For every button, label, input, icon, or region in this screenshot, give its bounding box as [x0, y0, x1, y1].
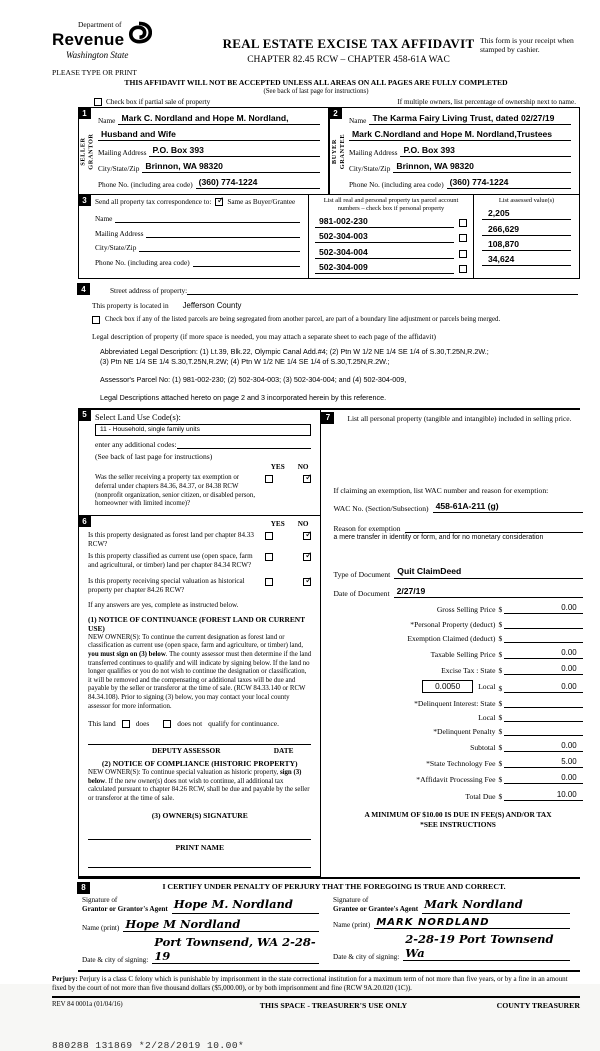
buyer-phone-field[interactable]: (360) 774-1224 — [447, 178, 571, 189]
current-use-yes-checkbox[interactable] — [265, 553, 273, 561]
buyer-name-label: Name — [349, 116, 367, 126]
historic-question: Is this property receiving special valuation as historical property per chapter 84.26 RCW? — [88, 576, 245, 594]
personal-property-deduct-field[interactable] — [504, 620, 582, 629]
does-label: does — [135, 719, 150, 729]
does-not-checkbox[interactable] — [163, 720, 171, 728]
parcel-row — [315, 216, 467, 228]
tax-exemption-question: Was the seller receiving a property tax exemption or deferral under chapters 84.36, 84.37, or 84.38 RCW (nonprofit organization, senior citizen, or disabled person, homeowner with limited income)? — [95, 473, 256, 508]
forest-yes-checkbox[interactable] — [265, 532, 273, 540]
seller-side-label: SELLER GRANTOR — [79, 132, 95, 170]
this-land-label: This land — [88, 719, 116, 729]
corr-city-field[interactable] — [139, 242, 300, 252]
perjury-notice: Perjury: Perjury is a class C felony which is punishable by imprisonment in the state correctional institution for a maximum term of not more than five years, or by a fine in an amount fixed by the court of not more than five thousand dollars ($5,000.00), or by both imprisonment and fine (RCW 9A.20.020 (1C)). — [52, 975, 580, 999]
see-back-note-2: (See back of last page for instructions) — [95, 451, 213, 461]
grantor-print-label: Name (print) — [82, 923, 120, 932]
compliance-title: (2) NOTICE OF COMPLIANCE (HISTORIC PROPERTY) — [101, 759, 298, 769]
buyer-mailing-label: Mailing Address — [349, 148, 398, 158]
current-use-question: Is this property classified as current use (open space, farm and agricultural, or timber) land per chapter 84.34 RCW? — [88, 552, 253, 570]
segregated-checkbox[interactable] — [92, 316, 100, 324]
buyer-mailing-field[interactable]: P.O. Box 393 — [400, 146, 571, 157]
seller-name-field-2[interactable]: Husband and Wife — [98, 130, 320, 141]
section-4-number: 4 — [77, 283, 90, 295]
same-as-buyer-checkbox[interactable] — [215, 198, 223, 206]
taxable-selling-price-field[interactable]: 0.00 — [504, 648, 582, 659]
abbreviated-legal-description: Abbreviated Legal Description: (1) Lt.39, Blk.22, Olympic Canal Add.#4; (2) Ptn W 1/2 NE 1/4 SE 1/4 of S.30,T.25N,R.2W.; (3) Ptn NE 1/4 SE 1/4 S.30,T.25N,R.2W; (4) Ptn W 1/2 NE 1/4 SE 1/4 of S.30,T.25N,R.2W.; — [100, 347, 489, 366]
personal-property-label: List all personal property (tangible and intangible) included in selling price. — [347, 413, 572, 423]
additional-codes-label: enter any additional codes: — [95, 439, 177, 449]
acceptance-warning: THIS AFFIDAVIT WILL NOT BE ACCEPTED UNLESS ALL AREAS ON ALL PAGES ARE FULLY COMPLETED — [124, 78, 508, 87]
forest-land-question: Is this property designated as forest land per chapter 84.33 RCW? — [88, 531, 254, 549]
parcel-personal-checkbox[interactable] — [459, 250, 467, 258]
subtotal-label: Subtotal — [470, 743, 496, 753]
total-due-label: Total Due — [465, 791, 496, 801]
type-of-document-field[interactable]: Quit ClaimDeed — [394, 567, 582, 578]
affidavit-processing-fee-label: *Affidavit Processing Fee — [416, 775, 496, 785]
dor-logo — [52, 20, 217, 77]
county-value: Jefferson County — [182, 301, 242, 311]
parcel-row — [315, 262, 467, 274]
grantor-signature-label: Signature of Grantor or Grantor's Agent — [82, 896, 168, 913]
parcel-number[interactable]: 502-304-004 — [315, 247, 454, 259]
corr-mailing-field[interactable] — [146, 228, 300, 238]
personal-property-blank-area[interactable] — [333, 424, 582, 482]
buyer-phone-label: Phone No. (including area code) — [349, 180, 444, 190]
corr-name-field[interactable] — [115, 213, 300, 223]
county-treasurer-label: COUNTY TREASURER — [496, 1001, 580, 1011]
please-type-or-print: PLEASE TYPE OR PRINT — [52, 68, 137, 77]
no-header: NO — [297, 520, 309, 529]
taxable-selling-price-label: Taxable Selling Price — [430, 649, 496, 659]
buyer-name-field[interactable]: The Karma Fairy Living Trust, dated 02/27/19 — [369, 114, 571, 125]
treasurer-space-label: THIS SPACE - TREASURER'S USE ONLY — [259, 1001, 408, 1011]
street-address-label: Street address of property: — [110, 286, 188, 296]
type-of-document-label: Type of Document — [333, 569, 391, 579]
delinquent-interest-local-field[interactable] — [504, 713, 582, 722]
seller-mailing-field[interactable]: P.O. Box 393 — [149, 146, 320, 157]
qualify-label: qualify for continuance. — [208, 719, 279, 729]
legal-description-label: Legal description of property (if more space is needed, you may attach a separate sheet to each page of the affidavit) — [92, 332, 436, 342]
assessed-value[interactable]: 266,629 — [482, 224, 571, 236]
exemption-claimed-field[interactable] — [504, 634, 582, 643]
yes-header: YES — [270, 520, 285, 529]
exemption-instruction: If claiming an exemption, list WAC number and reason for exemption: — [333, 485, 549, 495]
section-2-number: 2 — [329, 107, 342, 119]
assessed-values — [474, 195, 579, 278]
exemption-claimed-label: Exemption Claimed (deduct) — [407, 633, 496, 643]
gross-selling-price-label: Gross Selling Price — [436, 605, 496, 615]
seller-mailing-label: Mailing Address — [98, 148, 147, 158]
additional-codes-field[interactable] — [177, 441, 312, 449]
certification-section — [78, 877, 580, 972]
corr-phone-field[interactable] — [193, 257, 300, 267]
parcel-personal-checkbox[interactable] — [459, 234, 467, 242]
dollar-sign: $ — [498, 605, 503, 615]
form-title: REAL ESTATE EXCISE TAX AFFIDAVIT — [222, 36, 475, 51]
assessed-header: List assessed value(s) — [498, 197, 555, 205]
seller-phone-label: Phone No. (including area code) — [98, 180, 193, 190]
state-technology-fee-label: *State Technology Fee — [426, 759, 496, 769]
wac-label: WAC No. (Section/Subsection) — [333, 504, 429, 514]
continuance-text: NEW OWNER(S): To continue the current designation as forest land or classification as current use (open space, farm and agriculture, or timber) land, you must sign on (3) below. The county assessor must then determine if the land transferred continues to qualify and will indicate by signing below. If the land no longer qualifies or you do not wish to continue the designation or classification, it will be removed and the compensating or additional taxes will be due and payable by the seller or transferor at the time of sale. (RCW 84.33.140 or RCW 84.34.108). Prior to signing (3) below, you may contact your local county assessor for more information. — [88, 633, 312, 710]
total-due-field[interactable]: 10.00 — [504, 790, 582, 801]
parcel-list — [309, 195, 474, 278]
correspondence-label: Send all property tax correspondence to: — [95, 198, 212, 207]
grantor-signature-block — [78, 893, 329, 964]
grantor-date-label: Date & city of signing: — [82, 955, 149, 964]
seller-name-field[interactable]: Mark C. Nordland and Hope M. Nordland, — [118, 114, 320, 125]
correspondence-section — [79, 195, 309, 278]
grantor-date-field[interactable]: Port Townsend, WA 2-28-19 — [152, 935, 319, 964]
owners-signature-heading: (3) OWNER(S) SIGNATURE — [151, 810, 248, 820]
parcel-list-header: List all real and personal property tax parcel account numbers – check box if personal property — [323, 197, 459, 212]
continuance-title: (1) NOTICE OF CONTINUANCE (FOREST LAND OR CURRENT USE) — [88, 614, 305, 633]
corr-city-label: City/State/Zip — [95, 243, 137, 253]
grantee-print-label: Name (print) — [333, 920, 371, 929]
grantee-date-label: Date & city of signing: — [333, 952, 400, 961]
deputy-assessor-label: DEPUTY ASSESSOR — [152, 746, 221, 756]
left-column — [78, 410, 321, 877]
logo-state-text: Washington State — [66, 50, 129, 60]
grantor-print-field[interactable]: Hope M Nordland — [123, 917, 319, 932]
buyer-city-field[interactable]: Brinnon, WA 98320 — [393, 162, 571, 173]
date-of-document-field[interactable]: 2/27/19 — [394, 587, 583, 598]
print-name-line[interactable] — [88, 867, 311, 868]
historic-no-checkbox[interactable] — [303, 578, 311, 586]
no-header: NO — [297, 462, 309, 471]
street-address-field[interactable] — [187, 285, 578, 295]
state-technology-fee-field[interactable]: 5.00 — [504, 757, 582, 768]
same-as-buyer-label: Same as Buyer/Grantee — [227, 198, 296, 207]
logo-revenue-text: Revenue — [52, 29, 125, 49]
see-back-note: (See back of last page for instructions) — [263, 88, 369, 95]
subtotal-field[interactable]: 0.00 — [504, 741, 582, 752]
assessors-parcel-no: Assessor's Parcel No: (1) 981-002-230; (2) 502-304-003; (3) 502-304-004; and (4) 502-304-009, — [100, 374, 407, 384]
seller-city-label: City/State/Zip — [98, 164, 140, 174]
land-use-title: Select Land Use Code(s): — [95, 412, 181, 422]
assessed-value[interactable]: 34,624 — [482, 254, 571, 266]
grantee-signature-block — [329, 893, 580, 964]
excise-tax-state-label: Excise Tax : State — [441, 666, 496, 676]
buyer-name-field-2[interactable]: Mark C.Nordland and Hope M. Nordland,Trustees — [349, 130, 571, 141]
cashier-stamp: 880288 131869 *2/28/2019 10.00* — [52, 1040, 245, 1051]
excise-tax-state-field[interactable]: 0.00 — [504, 664, 582, 675]
certify-statement: I CERTIFY UNDER PENALTY OF PERJURY THAT THE FOREGOING IS TRUE AND CORRECT. — [162, 881, 506, 891]
personal-property-deduct-label: *Personal Property (deduct) — [410, 619, 496, 629]
compliance-text: NEW OWNER(S): To continue special valuation as historic property, sign (3) below. If the new owner(s) does not wish to continue, all additional tax calculated pursuant to chapter 84.26 RCW, shall be due and payable by the seller or transferor at the time of sale. — [88, 769, 310, 802]
section-7-number: 7 — [321, 412, 334, 424]
delinquent-interest-state-field[interactable] — [504, 699, 582, 708]
section-8-number: 8 — [77, 882, 90, 894]
gross-selling-price-field[interactable]: 0.00 — [504, 603, 582, 614]
seller-phone-field[interactable]: (360) 774-1224 — [196, 178, 320, 189]
partial-sale-label: Check box if partial sale of property — [106, 98, 211, 106]
grantor-signature-field[interactable]: Hope M. Nordland — [172, 895, 319, 914]
exemption-no-checkbox[interactable] — [303, 475, 311, 483]
section-6-number: 6 — [78, 515, 91, 527]
local-label: Local — [478, 682, 496, 692]
forest-no-checkbox[interactable] — [303, 532, 311, 540]
footer — [52, 1001, 580, 1010]
print-name-heading: PRINT NAME — [175, 842, 225, 852]
multiple-owners-note: If multiple owners, list percentage of ownership next to name. — [397, 98, 576, 106]
parcel-number[interactable]: 981-002-230 — [315, 216, 454, 228]
legal-attached-note: Legal Descriptions attached hereto on page 2 and 3 incorporated herein by this reference. — [100, 392, 387, 402]
buyer-side-label: BUYER GRANTEE — [330, 133, 346, 169]
buyer-section — [329, 107, 580, 195]
receipt-note: This form is your receipt when stamped by cashier. — [480, 36, 574, 55]
land-use-section — [79, 410, 320, 516]
section-5-number: 5 — [78, 409, 91, 421]
excise-tax-local-field[interactable]: 0.00 — [504, 682, 582, 693]
section-3-number: 3 — [78, 194, 91, 206]
partial-sale-checkbox[interactable] — [94, 98, 102, 106]
local-rate-box[interactable]: 0.0050 — [422, 680, 473, 693]
delinquent-penalty-field[interactable] — [504, 727, 582, 736]
exemption-yes-checkbox[interactable] — [265, 475, 273, 483]
logo-dept-line: Department of — [78, 20, 122, 29]
does-not-label: does not — [177, 719, 203, 729]
located-in-label: This property is located in — [92, 301, 169, 311]
corr-mailing-label: Mailing Address — [95, 228, 144, 238]
current-use-no-checkbox[interactable] — [303, 553, 311, 561]
header — [52, 20, 580, 77]
buyer-city-label: City/State/Zip — [349, 164, 391, 174]
minimum-fee-note: A MINIMUM OF $10.00 IS DUE IN FEE(S) AND/OR TAX *SEE INSTRUCTIONS — [364, 809, 552, 830]
corr-name-label: Name — [95, 214, 113, 224]
property-location-section — [78, 279, 580, 408]
date-label: DATE — [273, 746, 294, 756]
seller-section — [78, 107, 329, 195]
does-checkbox[interactable] — [122, 720, 130, 728]
seller-city-field[interactable]: Brinnon, WA 98320 — [142, 162, 320, 173]
reason-value: a mere transfer in identity or form, and for no monetary consideration — [333, 534, 544, 542]
if-yes-note: If any answers are yes, complete as instructed below. — [88, 600, 239, 609]
grantee-date-field[interactable]: 2-28-19 Port Townsend Wa — [403, 932, 570, 961]
date-of-document-label: Date of Document — [333, 589, 390, 599]
corr-phone-label: Phone No. (including area code) — [95, 258, 190, 268]
delinquent-interest-local-label: Local — [478, 712, 496, 722]
parcel-row — [315, 247, 467, 259]
grantee-signature-label: Signature of Grantee or Grantee's Agent — [333, 896, 419, 913]
delinquent-interest-state-label: *Delinquent Interest: State — [414, 698, 496, 708]
parcel-number[interactable]: 502-304-003 — [315, 231, 454, 243]
delinquent-penalty-label: *Delinquent Penalty — [433, 726, 496, 736]
form-body — [78, 107, 580, 972]
parcel-personal-checkbox[interactable] — [459, 265, 467, 273]
yes-header: YES — [270, 462, 285, 471]
reason-field[interactable] — [405, 523, 583, 533]
affidavit-processing-fee-field[interactable]: 0.00 — [504, 773, 582, 784]
forest-land-section — [79, 516, 320, 875]
form-revision-number: REV 84 0001a (01/04/16) — [52, 1001, 123, 1009]
parcel-row — [315, 231, 467, 243]
grantee-signature-field[interactable]: Mark Nordland — [422, 895, 570, 914]
grantee-print-field[interactable]: MARK NORDLAND — [374, 917, 570, 929]
parcel-personal-checkbox[interactable] — [459, 219, 467, 227]
right-column: 7 List all personal property (tangible and intangible) included in selling price. If claiming an exemption, list WAC number and reason for exemption: WAC No. (Section/Subsection) 458-61A-211 (g) Reason for exemption a mere transfer in identity or form, and for no monetary consideration Type of Document Quit ClaimDeed Date of Document 2/27/19 Gross Selling Price $ 0.00 *Personal Property (deduct) $ Exemption Claimed (deduct) $ Taxable Selling Price $ 0.00 Excise Tax : State $ 0.00 0.0050 Local $ 0.00 *Delinquent Interest: State $ Local $ *Delinquent Penalty $ Subtotal $ 0.00 *State Technology Fee $ 5.00 *Affidavit Processing Fee $ 0.00 Total Due $ 10.00 A MINIMUM OF $10.00 IS DUE IN FEE(S) AND/OR TAX *SEE INSTRUCTIONS — [321, 410, 586, 877]
assessed-value[interactable]: 108,870 — [482, 239, 571, 251]
owner-signature-line[interactable] — [88, 839, 311, 840]
form-subtitle: CHAPTER 82.45 RCW – CHAPTER 458-61A WAC — [247, 55, 450, 65]
land-use-code-select[interactable]: 11 - Household, single family units — [95, 424, 311, 436]
historic-yes-checkbox[interactable] — [265, 578, 273, 586]
revenue-swirl-icon — [126, 21, 152, 50]
assessed-value[interactable]: 2,205 — [482, 208, 571, 220]
wac-field[interactable]: 458-61A-211 (g) — [433, 502, 583, 513]
seller-name-label: Name — [98, 116, 116, 126]
segregated-label: Check box if any of the listed parcels are being segregated from another parcel, are part of a boundary line adjustment or parcels being merged. — [105, 316, 501, 324]
parcel-number[interactable]: 502-304-009 — [315, 262, 454, 274]
reason-label: Reason for exemption — [333, 524, 401, 534]
section-1-number: 1 — [78, 107, 91, 119]
